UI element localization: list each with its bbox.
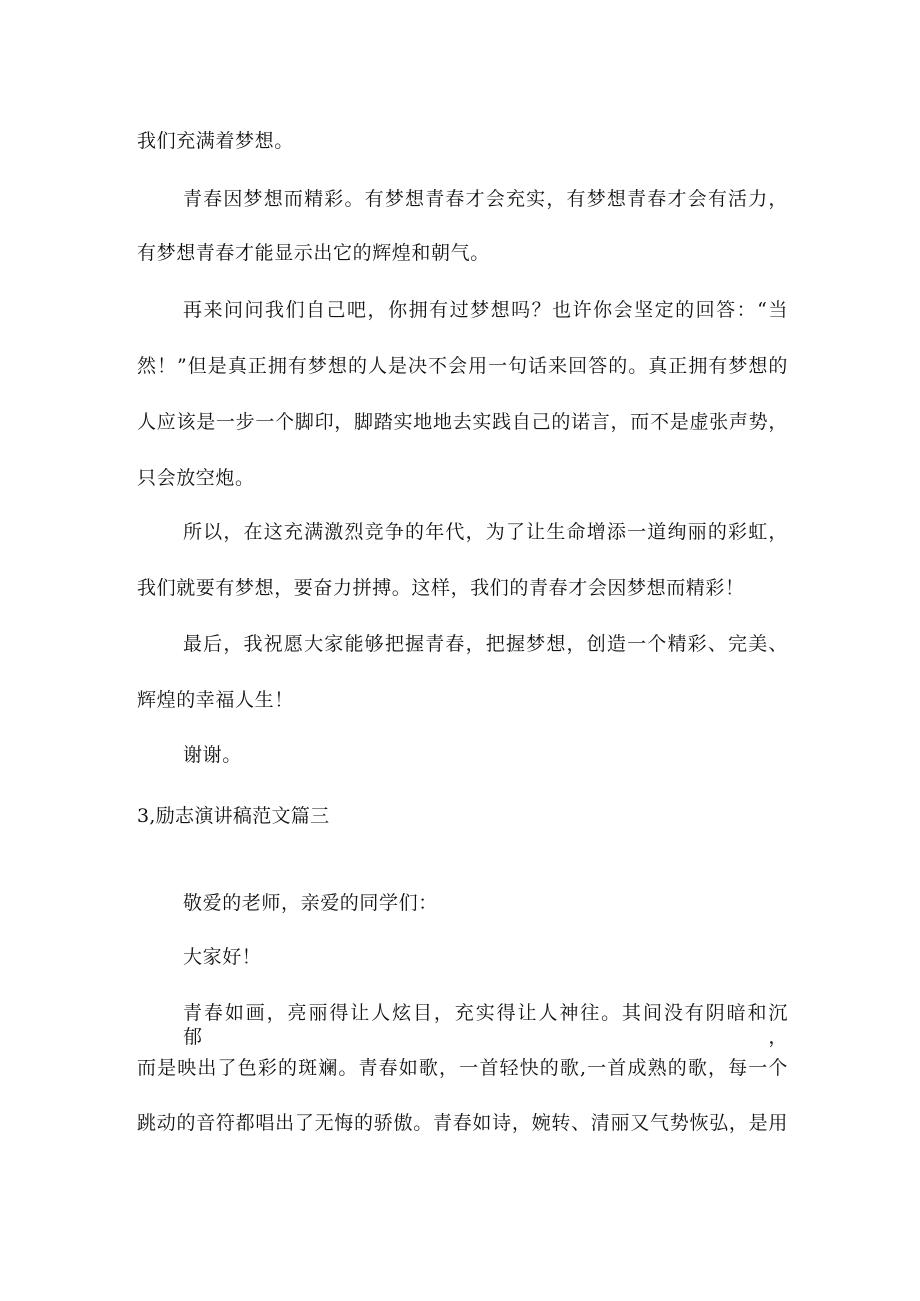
paragraph-line: 我们充满着梦想。 xyxy=(137,130,294,152)
paragraph-line: 辉煌的幸福人生！ xyxy=(137,689,294,711)
paragraph-line: 谢谢。 xyxy=(183,744,242,766)
paragraph-line: 再来问问我们自己吧，你拥有过梦想吗？也许你会坚定的回答：“当 xyxy=(183,299,788,321)
paragraph-line: 而是映出了色彩的斑斓。青春如歌，一首轻快的歌,一首成熟的歌，每一个 xyxy=(137,1057,788,1079)
paragraph-line: 最后，我祝愿大家能够把握青春，把握梦想，创造一个精彩、完美、 xyxy=(183,633,788,655)
paragraph-line: 跳动的音符都唱出了无悔的骄傲。青春如诗，婉转、清丽又气势恢弘，是用 xyxy=(137,1112,788,1134)
paragraph-line: 所以，在这充满激烈竞争的年代，为了让生命增添一道绚丽的彩虹， xyxy=(183,521,788,543)
paragraph-line: 然！”但是真正拥有梦想的人是决不会用一句话来回答的。真正拥有梦想的 xyxy=(137,355,788,377)
paragraph-line: 人应该是一步一个脚印，脚踏实地地去实践自己的诺言，而不是虚张声势， xyxy=(137,411,788,433)
paragraph-line: 只会放空炮。 xyxy=(137,467,255,489)
paragraph-line: 我们就要有梦想，要奋力拼搏。这样，我们的青春才会因梦想而精彩！ xyxy=(137,577,745,599)
paragraph-line: 有梦想青春才能显示出它的辉煌和朝气。 xyxy=(137,242,490,264)
section-heading: 3,励志演讲稿范文篇三 xyxy=(137,805,330,827)
greeting-line: 大家好！ xyxy=(183,946,262,968)
salutation-line: 敬爱的老师，亲爱的同学们： xyxy=(183,892,438,914)
paragraph-line: 青春因梦想而精彩。有梦想青春才会充实，有梦想青春才会有活力， xyxy=(183,188,788,210)
paragraph-line: 青春如画，亮丽得让人炫目，充实得让人神往。其间没有阴暗和沉郁， xyxy=(183,1002,788,1048)
